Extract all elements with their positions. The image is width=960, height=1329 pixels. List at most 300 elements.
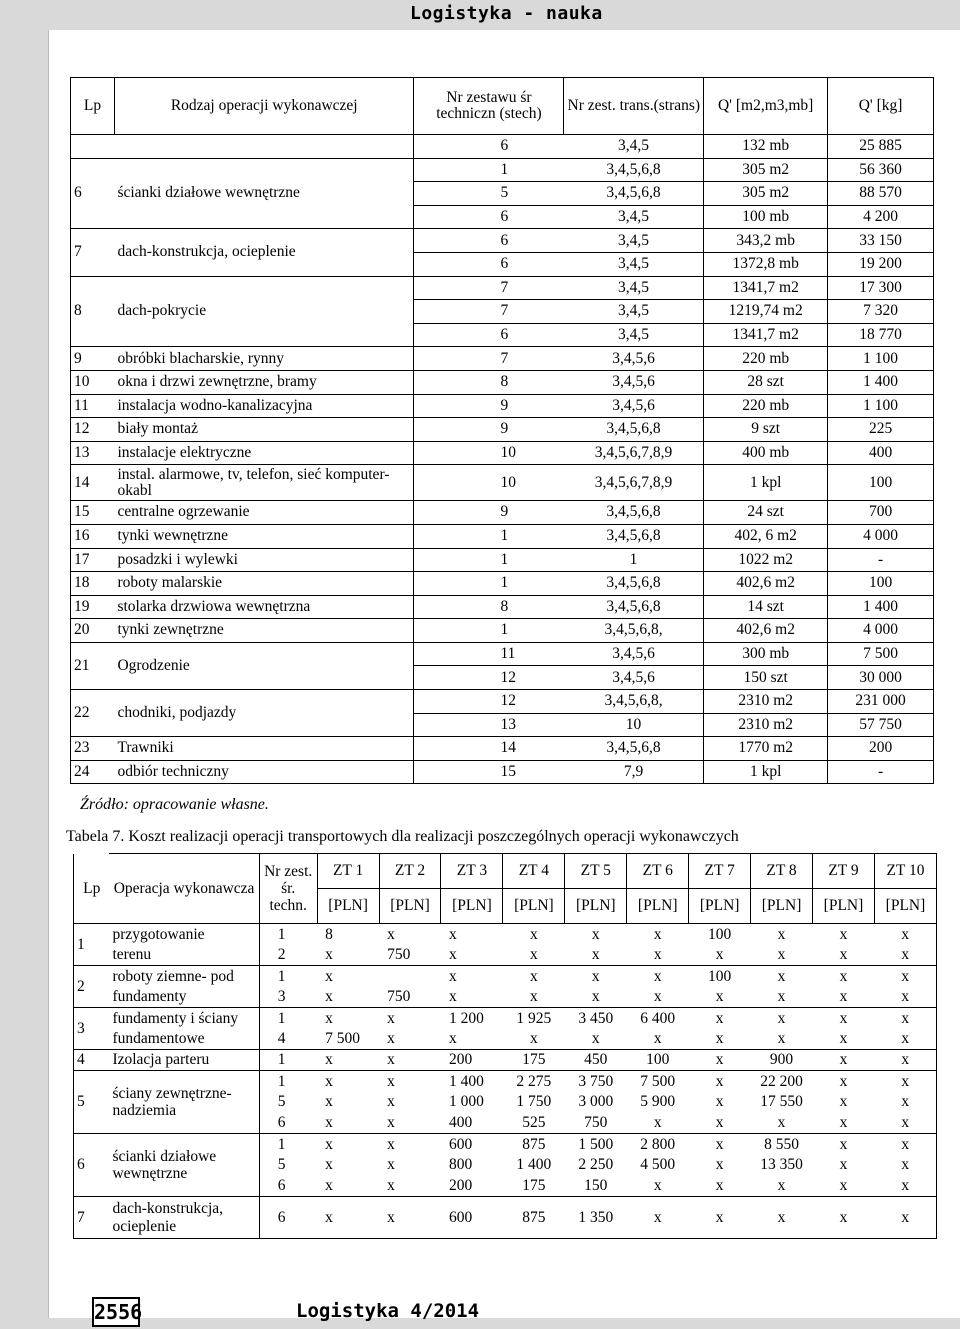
cell-q-kg: 100 <box>828 465 934 501</box>
cell-trans-set: 3,4,5,6,8, <box>564 690 704 714</box>
cell-cost: x <box>325 1156 333 1174</box>
cell-cost: x <box>379 1134 441 1155</box>
cell-q-kg: 1 400 <box>828 370 934 394</box>
cell-trans-set: 3,4,5 <box>564 135 704 159</box>
table-row <box>74 924 937 945</box>
cell-operation: obróbki blacharskie, rynny <box>114 347 414 371</box>
cell-cost: 1 000 <box>448 1093 484 1111</box>
cell-operation: tynki wewnętrzne <box>114 524 414 548</box>
cell-operation: okna i drzwi zewnętrzne, bramy <box>114 370 414 394</box>
cell-cost: 450 <box>565 1050 627 1071</box>
cell-lp: 9 <box>71 347 115 371</box>
cell-trans-set: 3,4,5,6,8, <box>564 619 704 643</box>
table-row <box>74 966 937 987</box>
cell-cost: x <box>751 1008 813 1029</box>
table-row <box>71 135 934 159</box>
cell-cost: x <box>813 1071 875 1092</box>
cell-cost: x <box>325 946 333 964</box>
cell-q-volume: 1770 m2 <box>704 737 828 761</box>
cell-cost: 1 400 <box>516 1156 552 1174</box>
table-row <box>71 524 934 548</box>
cell-cost: x <box>441 966 503 987</box>
cell-tech-set: 6 <box>414 252 564 276</box>
cell-operation: fundamenty <box>109 987 259 1008</box>
cell-cost: x <box>317 1197 379 1239</box>
cell-tech-set: 6 <box>414 323 564 347</box>
cell-cost: x <box>751 966 813 987</box>
cell-cost: 875 <box>503 1134 565 1155</box>
cell-tech-set: 5 <box>414 182 564 206</box>
cell-lp: 23 <box>71 737 115 761</box>
cell-tech-set: 1 <box>414 572 564 596</box>
cell-q-volume: 305 m2 <box>704 158 828 182</box>
cell-cost: x <box>689 1134 751 1155</box>
cell-trans-set: 3,4,5,6,8 <box>564 158 704 182</box>
cell-lp: 3 <box>74 1008 110 1050</box>
cell-cost: x <box>839 1093 848 1111</box>
cell-cost: x <box>874 966 936 987</box>
cell-cost <box>379 966 441 987</box>
cell-tech-set: 6 <box>414 135 564 159</box>
cell-cost: x <box>653 1030 662 1048</box>
bottom-strip <box>0 1318 960 1329</box>
cell-operation: fundamentowe <box>109 1029 259 1050</box>
cell-trans-set: 3,4,5,6,8 <box>564 595 704 619</box>
cell-q-kg: 25 885 <box>828 135 934 159</box>
table-header-row <box>74 854 937 889</box>
cell-q-volume: 220 mb <box>704 394 828 418</box>
cell-q-volume: 400 mb <box>704 441 828 465</box>
cell-cost: x <box>715 1156 724 1174</box>
cell-cost: x <box>751 924 813 945</box>
cell-q-kg: 30 000 <box>828 666 934 690</box>
cell-cost: 2 800 <box>627 1134 689 1155</box>
operations-table <box>70 77 934 784</box>
table-row <box>71 642 934 666</box>
cell-trans-set: 3,4,5,6 <box>564 370 704 394</box>
cell-cost: x <box>591 1030 600 1048</box>
cell-cost: x <box>379 1197 441 1239</box>
cell-cost: 3 <box>277 988 286 1006</box>
cell-operation: ściany zewnętrzne- nadziemia <box>109 1071 259 1134</box>
cell-tech-set: 7 <box>414 276 564 300</box>
table-row <box>71 276 934 300</box>
cell-tech-set: 1 <box>414 548 564 572</box>
cell-cost: 200 <box>448 1177 473 1195</box>
cell-trans-set: 3,4,5,6,8 <box>564 182 704 206</box>
cell-q-kg: 7 500 <box>828 642 934 666</box>
table-row <box>71 370 934 394</box>
cell-cost: x <box>874 945 936 966</box>
page-number: 2556 <box>92 1297 140 1327</box>
cell-cost: 100 <box>627 1050 689 1071</box>
cell-trans-set: 1 <box>564 548 704 572</box>
cell-cost: x <box>325 1093 333 1111</box>
cell-operation: biały montaż <box>114 418 414 442</box>
cell-lp: 16 <box>71 524 115 548</box>
header-unit: [PLN] <box>565 889 627 924</box>
header-zt: ZT 4 <box>503 854 565 889</box>
cell-tech-set: 12 <box>414 690 564 714</box>
cell-q-volume: 1219,74 m2 <box>704 300 828 324</box>
table-row <box>71 737 934 761</box>
cell-q-kg: 17 300 <box>828 276 934 300</box>
cell-trans-set: 3,4,5,6,8 <box>564 737 704 761</box>
cell-tech-set: 9 <box>414 394 564 418</box>
cell-cost: 1 350 <box>565 1197 627 1239</box>
table-row <box>71 465 934 501</box>
cell-cost: x <box>503 924 565 945</box>
cell-lp: 10 <box>71 370 115 394</box>
cell-cost: x <box>715 1030 724 1048</box>
cell-lp: 17 <box>71 548 115 572</box>
table-row <box>74 987 937 1008</box>
cell-cost: 1 <box>259 1071 317 1092</box>
cell-tech-set: 8 <box>414 370 564 394</box>
table-row <box>71 441 934 465</box>
table-row <box>71 394 934 418</box>
cell-cost: x <box>874 1113 936 1134</box>
cell-trans-set: 3,4,5,6,8 <box>564 572 704 596</box>
cell-q-kg: 56 360 <box>828 158 934 182</box>
cell-q-volume: 1372,8 mb <box>704 252 828 276</box>
cell-tech-set: 7 <box>414 300 564 324</box>
cell-q-volume: 1 kpl <box>704 465 828 501</box>
header-unit: [PLN] <box>441 889 503 924</box>
cell-cost: x <box>777 946 786 964</box>
cell-tech-set: 6 <box>414 229 564 253</box>
cell-cost: x <box>653 988 662 1006</box>
cell-cost: x <box>715 988 724 1006</box>
cell-cost: 900 <box>751 1050 813 1071</box>
cell-cost: x <box>689 1071 751 1092</box>
cell-operation: dach-konstrukcja, ocieplenie <box>109 1197 259 1239</box>
cell-cost: x <box>379 924 441 945</box>
cell-cost: 525 <box>522 1114 546 1132</box>
cell-cost: 800 <box>448 1156 473 1174</box>
cell-q-volume: 402, 6 m2 <box>704 524 828 548</box>
cell-cost: 600 <box>441 1134 503 1155</box>
cell-cost: x <box>448 988 457 1006</box>
header-zt: ZT 2 <box>379 854 441 889</box>
header-unit: [PLN] <box>689 889 751 924</box>
cell-trans-set: 3,4,5 <box>564 276 704 300</box>
cell-cost: x <box>503 966 565 987</box>
cell-cost: x <box>653 1114 662 1132</box>
cell-q-volume: 1341,7 m2 <box>704 323 828 347</box>
cell-lp: 6 <box>74 1134 110 1197</box>
table-row <box>74 1050 937 1071</box>
cell-operation: Trawniki <box>114 737 414 761</box>
cell-cost: 750 <box>387 946 411 964</box>
cell-cost: x <box>813 1008 875 1029</box>
header-tech-set: Nr zestawu śr techniczn (stech) <box>414 78 564 135</box>
cell-cost: x <box>379 1071 441 1092</box>
cell-operation: instalacje elektryczne <box>114 441 414 465</box>
cell-cost: 3 450 <box>565 1008 627 1029</box>
cell-q-volume: 2310 m2 <box>704 713 828 737</box>
cell-cost: 750 <box>387 988 411 1006</box>
cell-trans-set: 3,4,5,6,7,8,9 <box>564 465 704 501</box>
cell-cost: 2 275 <box>503 1071 565 1092</box>
cell-cost: 6 400 <box>627 1008 689 1029</box>
cell-cost: x <box>317 1050 379 1071</box>
cell-operation: tynki zewnętrzne <box>114 619 414 643</box>
cell-cost: x <box>387 1093 395 1111</box>
cell-q-volume: 1 kpl <box>704 760 828 784</box>
cell-q-volume: 343,2 mb <box>704 229 828 253</box>
cell-cost: x <box>325 988 333 1006</box>
cell-cost: 1 200 <box>441 1008 503 1029</box>
table-row <box>74 1071 937 1092</box>
table-caption: Tabela 7. Koszt realizacji operacji transportowych dla realizacji poszczególnych operacji wykonawczych <box>66 828 739 845</box>
cell-operation: centralne ogrzewanie <box>114 501 414 525</box>
cell-cost: 175 <box>503 1050 565 1071</box>
cell-operation: odbiór techniczny <box>114 760 414 784</box>
cell-cost: x <box>689 1050 751 1071</box>
cell-q-kg: 1 100 <box>828 347 934 371</box>
cell-q-volume: 1022 m2 <box>704 548 828 572</box>
cell-cost: x <box>777 1177 786 1195</box>
cell-cost: x <box>317 1008 379 1029</box>
cell-cost: x <box>715 946 724 964</box>
cell-tech-set: 12 <box>414 666 564 690</box>
table-row <box>71 347 934 371</box>
cell-cost: x <box>317 1071 379 1092</box>
cell-tech-set: 11 <box>414 642 564 666</box>
source-note: Źródło: opracowanie własne. <box>80 796 269 813</box>
cell-cost: 200 <box>441 1050 503 1071</box>
cell-operation: ścianki działowe wewnętrzne <box>114 158 414 229</box>
cell-cost: x <box>777 1114 786 1132</box>
cell-operation: roboty ziemne- pod <box>109 966 259 987</box>
cell-lp: 24 <box>71 760 115 784</box>
cell-operation: roboty malarskie <box>114 572 414 596</box>
cell-cost: 8 <box>317 924 379 945</box>
cell-cost: x <box>689 1197 751 1239</box>
cell-lp: 8 <box>71 276 115 347</box>
cell-cost: 4 <box>277 1030 286 1048</box>
cell-cost: 3 000 <box>578 1093 614 1111</box>
cell-cost: x <box>565 966 627 987</box>
cell-lp: 7 <box>74 1197 110 1239</box>
cell-cost: x <box>387 1156 395 1174</box>
cell-operation: instal. alarmowe, tv, telefon, sieć komputer-okabl <box>114 465 414 501</box>
cell-cost: x <box>813 1134 875 1155</box>
cell-trans-set: 3,4,5,6 <box>564 642 704 666</box>
header-unit: [PLN] <box>503 889 565 924</box>
cell-cost: 22 200 <box>751 1071 813 1092</box>
cell-operation: Izolacja parteru <box>109 1050 259 1071</box>
cell-cost: x <box>839 1156 848 1174</box>
header-bar <box>0 0 960 30</box>
cell-cost: 6 <box>277 1177 286 1195</box>
cell-lp: 13 <box>71 441 115 465</box>
cell-cost: 750 <box>584 1114 608 1132</box>
cell-q-volume: 24 szt <box>704 501 828 525</box>
cell-lp: 11 <box>71 394 115 418</box>
table-row <box>71 760 934 784</box>
cell-cost: x <box>379 1050 441 1071</box>
cell-cost: x <box>813 966 875 987</box>
cell-q-kg: 400 <box>828 441 934 465</box>
header-operation: Operacja wykonawcza <box>109 854 259 924</box>
header-zt: ZT 1 <box>317 854 379 889</box>
table-row <box>74 945 937 966</box>
cell-trans-set: 7,9 <box>564 760 704 784</box>
cell-cost: x <box>529 946 538 964</box>
cell-cost: 6 <box>259 1197 317 1239</box>
cell-q-volume: 14 szt <box>704 595 828 619</box>
cell-cost: x <box>715 1114 724 1132</box>
header-zt: ZT 7 <box>689 854 751 889</box>
cell-cost: x <box>627 1197 689 1239</box>
cell-cost: x <box>715 1177 724 1195</box>
cell-lp: 19 <box>71 595 115 619</box>
cell-cost: 100 <box>689 924 751 945</box>
cell-q-kg: 1 400 <box>828 595 934 619</box>
cell-q-kg: 200 <box>828 737 934 761</box>
cell-lp: 14 <box>71 465 115 501</box>
header-unit: [PLN] <box>627 889 689 924</box>
cell-q-kg: 7 320 <box>828 300 934 324</box>
table-row <box>71 548 934 572</box>
cell-trans-set: 3,4,5 <box>564 205 704 229</box>
cell-tech-set: 10 <box>414 441 564 465</box>
cell-lp: 20 <box>71 619 115 643</box>
cell-lp: 15 <box>71 501 115 525</box>
cell-cost: x <box>715 1093 724 1111</box>
cell-q-kg: 33 150 <box>828 229 934 253</box>
header-unit: [PLN] <box>317 889 379 924</box>
cell-cost: x <box>839 946 848 964</box>
cell-tech-set: 10 <box>414 465 564 501</box>
cell-cost: x <box>874 987 936 1008</box>
cell-q-volume: 402,6 m2 <box>704 619 828 643</box>
cell-trans-set: 3,4,5 <box>564 300 704 324</box>
cell-cost: 13 350 <box>760 1156 803 1174</box>
cell-cost: x <box>874 1050 936 1071</box>
header-zt: ZT 10 <box>874 854 936 889</box>
cell-cost: x <box>874 924 936 945</box>
cell-trans-set: 3,4,5 <box>564 229 704 253</box>
cell-q-kg: - <box>828 548 934 572</box>
header-zt: ZT 5 <box>565 854 627 889</box>
cell-q-kg: 4 000 <box>828 619 934 643</box>
cell-cost: 5 900 <box>640 1093 676 1111</box>
cell-cost: 4 500 <box>640 1156 676 1174</box>
cell-tech-set: 1 <box>414 158 564 182</box>
journal-name: Logistyka 4/2014 <box>296 1300 480 1322</box>
cell-q-volume: 220 mb <box>704 347 828 371</box>
cell-q-kg: 4 000 <box>828 524 934 548</box>
header-lp: Lp <box>74 854 110 924</box>
cell-q-kg: 100 <box>828 572 934 596</box>
header-set-number: Nr zest. śr. techn. <box>259 854 317 924</box>
cell-tech-set: 15 <box>414 760 564 784</box>
cell-q-kg: - <box>828 760 934 784</box>
cell-tech-set: 13 <box>414 713 564 737</box>
cell-operation <box>114 135 414 159</box>
cell-trans-set: 3,4,5,6,8 <box>564 501 704 525</box>
cell-q-volume: 1341,7 m2 <box>704 276 828 300</box>
cell-cost: x <box>751 1197 813 1239</box>
header-title: Logistyka - nauka <box>410 3 603 24</box>
cell-q-volume: 132 mb <box>704 135 828 159</box>
table-row <box>71 595 934 619</box>
cell-cost: 1 <box>259 966 317 987</box>
cell-cost: x <box>839 988 848 1006</box>
cell-q-volume: 402,6 m2 <box>704 572 828 596</box>
cell-operation: posadzki i wylewki <box>114 548 414 572</box>
cell-cost: 1 500 <box>565 1134 627 1155</box>
cell-q-kg: 18 770 <box>828 323 934 347</box>
cell-tech-set: 9 <box>414 501 564 525</box>
cell-cost: x <box>565 924 627 945</box>
cell-cost: x <box>839 1030 848 1048</box>
cell-cost: x <box>591 946 600 964</box>
cell-operation: przygotowanie <box>109 924 259 945</box>
cell-q-volume: 100 mb <box>704 205 828 229</box>
cell-q-kg: 225 <box>828 418 934 442</box>
cell-lp: 4 <box>74 1050 110 1071</box>
header-zt: ZT 3 <box>441 854 503 889</box>
cell-q-kg: 57 750 <box>828 713 934 737</box>
cell-cost: x <box>813 1197 875 1239</box>
cell-operation: dach-pokrycie <box>114 276 414 347</box>
table-row <box>71 229 934 253</box>
header-q-volume: Q' [m2,m3,mb] <box>704 78 828 135</box>
cell-cost: x <box>874 1071 936 1092</box>
cell-cost: 875 <box>503 1197 565 1239</box>
cell-cost: 2 <box>277 946 286 964</box>
cell-cost: x <box>448 946 457 964</box>
cell-q-kg: 19 200 <box>828 252 934 276</box>
cell-cost: 1 <box>259 1050 317 1071</box>
cell-cost: x <box>874 1155 936 1176</box>
cell-q-volume: 9 szt <box>704 418 828 442</box>
cell-q-volume: 300 mb <box>704 642 828 666</box>
cell-operation: terenu <box>109 945 259 966</box>
cell-cost: 2 250 <box>578 1156 614 1174</box>
cell-trans-set: 3,4,5,6,8 <box>564 418 704 442</box>
cell-cost: 1 750 <box>516 1093 552 1111</box>
cell-lp: 6 <box>71 158 115 229</box>
cell-tech-set: 14 <box>414 737 564 761</box>
cell-cost: x <box>529 1030 538 1048</box>
cell-tech-set: 1 <box>414 524 564 548</box>
cell-operation: stolarka drzwiowa wewnętrzna <box>114 595 414 619</box>
cell-tech-set: 7 <box>414 347 564 371</box>
cell-lp: 2 <box>74 966 110 1008</box>
table-row <box>71 158 934 182</box>
cell-trans-set: 3,4,5,6 <box>564 666 704 690</box>
cell-cost: x <box>874 1176 936 1197</box>
cell-trans-set: 3,4,5,6 <box>564 347 704 371</box>
cell-cost: x <box>874 1008 936 1029</box>
cell-q-volume: 150 szt <box>704 666 828 690</box>
cell-cost: x <box>689 1008 751 1029</box>
cell-cost: x <box>874 1092 936 1113</box>
cell-cost: 1 925 <box>503 1008 565 1029</box>
cell-cost: x <box>627 924 689 945</box>
cell-q-kg: 700 <box>828 501 934 525</box>
cell-cost: x <box>874 1197 936 1239</box>
cell-cost: x <box>317 966 379 987</box>
cell-cost: x <box>325 1177 333 1195</box>
cell-cost: x <box>777 988 786 1006</box>
cell-cost: x <box>387 1030 395 1048</box>
